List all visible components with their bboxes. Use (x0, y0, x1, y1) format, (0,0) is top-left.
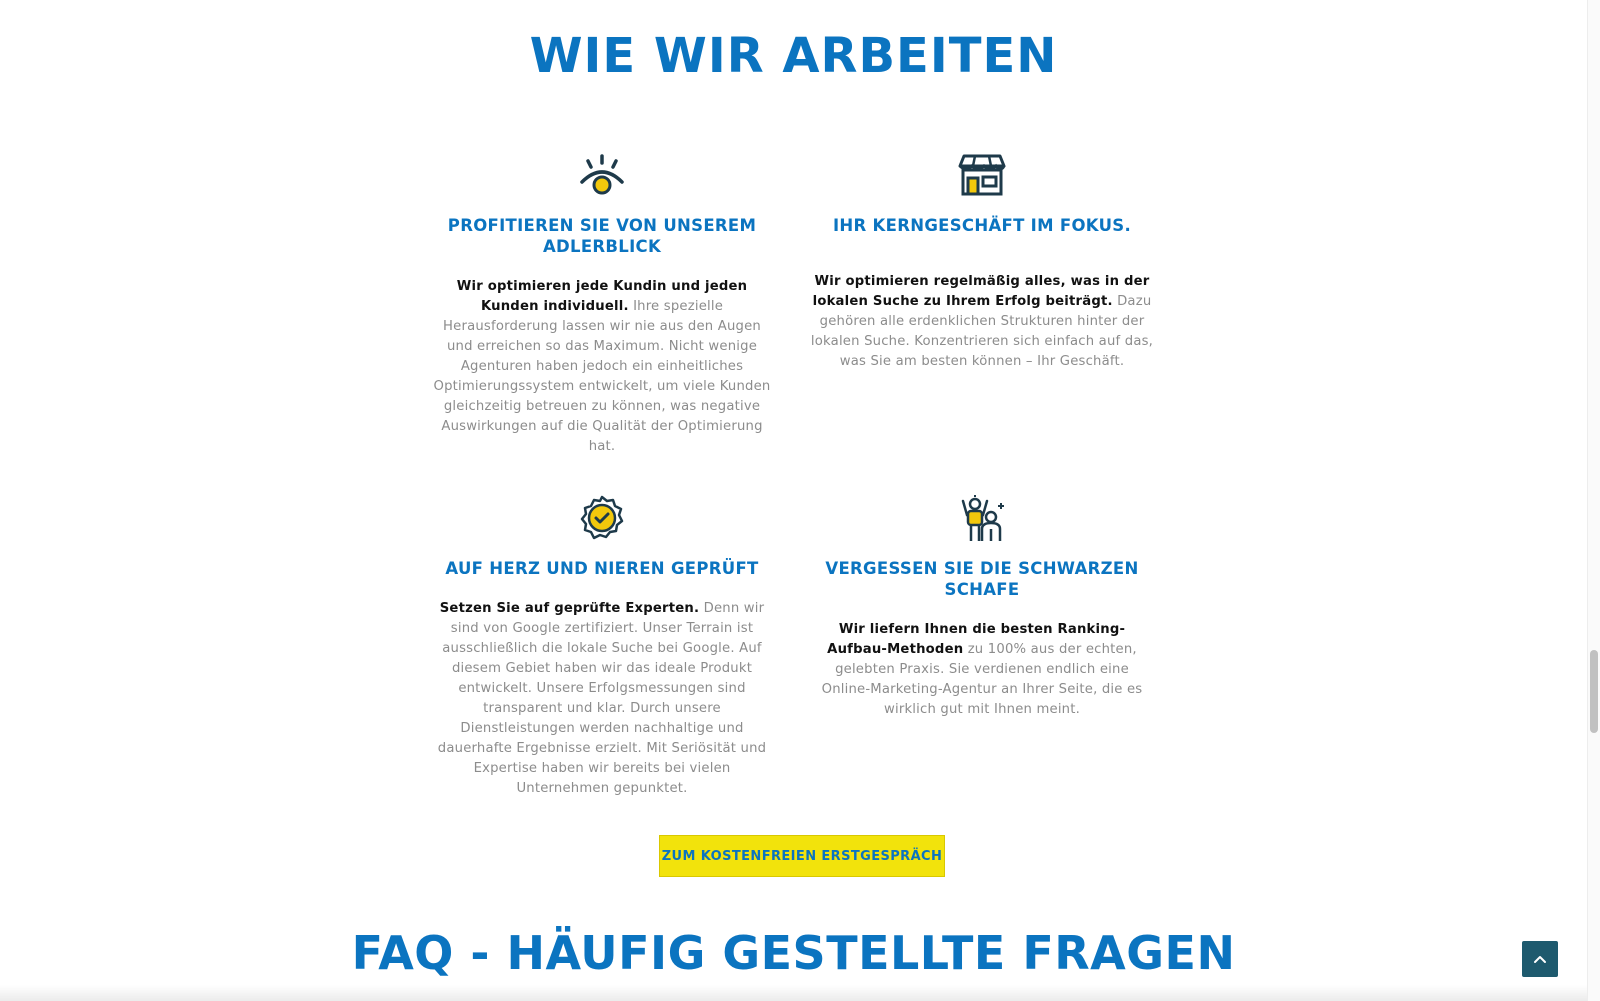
feature-text (810, 272, 1154, 372)
scroll-to-top-button[interactable] (1522, 941, 1558, 977)
people-celebrating-icon (810, 495, 1154, 543)
bottom-shadow (0, 985, 1587, 1001)
chevron-up-icon (1533, 954, 1547, 964)
feature-title: AUF HERZ UND NIEREN GEPRÜFT (445, 559, 759, 578)
feature-card-schwarze-schafe (810, 495, 1154, 720)
feature-title: VERGESSEN SIE DIE SCHWARZEN SCHAFE (825, 559, 1139, 599)
feature-text (430, 277, 774, 457)
feature-body: zu 100% aus der echten, gelebten Praxis. Sie verdienen endlich eine Online-Marketing-Agentur an Ihrer Seite, die es wirklich gut mit Ihnen meint. (821, 642, 1143, 717)
faq-title: FAQ - HÄUFIG GESTELLTE FRAGEN (351, 926, 1236, 980)
eye-icon (430, 152, 774, 200)
cta-button[interactable]: ZUM KOSTENFREIEN ERSTGESPRÄCH (659, 835, 945, 877)
feature-lead: Wir optimieren regelmäßig alles, was in der lokalen Suche zu Ihrem Erfolg beiträgt. (812, 274, 1150, 309)
feature-card-gepruft (430, 495, 774, 799)
section-title: WIE WIR ARBEITEN (529, 28, 1058, 84)
scrollbar-thumb[interactable] (1590, 650, 1598, 733)
scrollbar-track[interactable] (1587, 0, 1600, 1001)
feature-text (810, 620, 1154, 720)
feature-lead: Wir optimieren jede Kundin und jeden Kunden individuell. (456, 279, 748, 314)
feature-title: PROFITIEREN SIE VON UNSEREM ADLERBLICK (447, 216, 757, 256)
feature-lead: Wir liefern Ihnen die besten Ranking-Aufbau-Methoden (827, 622, 1126, 657)
store-icon (810, 152, 1154, 200)
feature-body: Denn wir sind von Google zertifiziert. Unser Terrain ist ausschließlich die lokale Suche bei Google. Auf diesem Gebiet haben wir das ideale Produkt entwickelt. Unsere Erfolgsmessungen sind transparent und klar. Durch unsere Dienstleistungen werden nachhaltige und dauerhafte Ergebnisse erzielt. Mit Seriösität und Expertise haben wir bereits bei vielen Unternehmen gepunktet. (437, 601, 767, 796)
feature-body: Dazu gehören alle erdenklichen Strukturen hinter der lokalen Suche. Konzentrieren sich einfach auf das, was Sie am besten können – Ihr Geschäft. (810, 294, 1154, 369)
verified-badge-icon (430, 495, 774, 543)
feature-card-kerngeschaeft (810, 152, 1154, 372)
feature-title: IHR KERNGESCHÄFT IM FOKUS. (832, 216, 1132, 235)
feature-text (430, 599, 774, 799)
feature-card-adlerblick (430, 152, 774, 457)
feature-lead: Setzen Sie auf geprüfte Experten. (439, 601, 700, 616)
feature-body: Ihre spezielle Herausforderung lassen wir nie aus den Augen und erreichen so das Maximum. Nicht wenige Agenturen haben jedoch ein einheitliches Optimierungssystem entwickelt, um viele Kunden gleichzeitig betreuen zu können, was negative Auswirkungen auf die Qualität der Optimierung hat. (433, 299, 771, 454)
